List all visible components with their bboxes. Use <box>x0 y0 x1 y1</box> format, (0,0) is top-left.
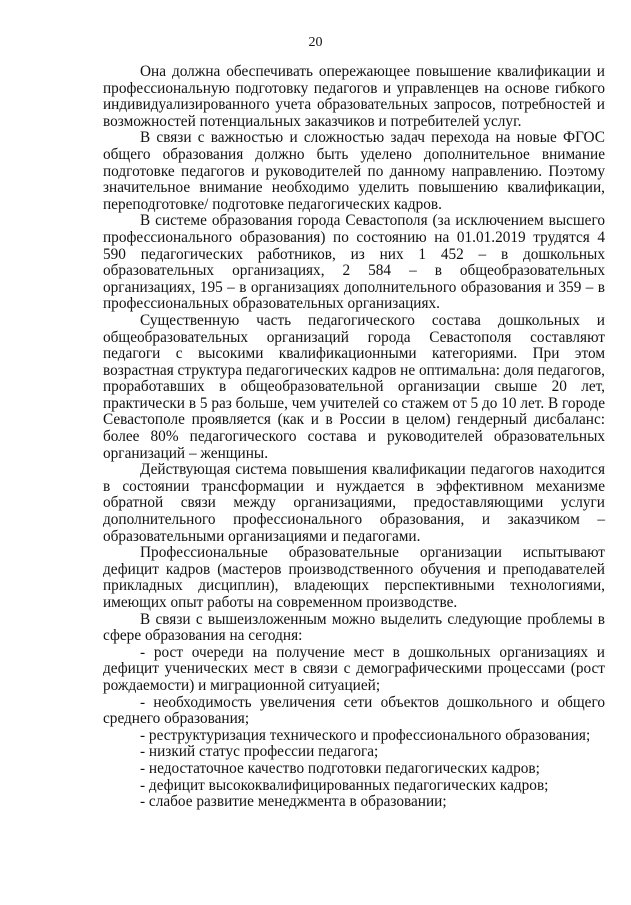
paragraph: В связи с вышеизложенным можно выделить следующие проблемы в сфере образования на сегодня: <box>103 610 605 645</box>
problem-list-item: - слабое развитие менеджмента в образовании; <box>140 793 447 811</box>
problem-list-item: - рост очереди на получение мест в дошкольных организациях и дефицит ученических мест в связи с демографическими процессами (рост рождаемости) и миграционной ситуацией; <box>103 643 605 694</box>
problem-list-item: - дефицит высококвалифицированных педагогических кадров; <box>140 776 549 794</box>
problem-list-item: - недостаточное качество подготовки педагогических кадров; <box>140 759 540 777</box>
problem-list-item: - реструктуризация технического и профессионального образования; <box>140 726 591 744</box>
page-number: 20 <box>308 35 323 50</box>
paragraph: В связи с важностью и сложностью задач перехода на новые ФГОС общего образования должно быть уделено дополнительное внимание подготовке педагогов и руководителей по данному направлению. Поэтому значительное внимание необходимо уделить повышению квалификации, переподготовке/ подготовке педагогических кадров. <box>103 129 605 213</box>
problem-list-item: - низкий статус профессии педагога; <box>140 743 379 761</box>
document-body <box>103 64 605 811</box>
paragraph: Существенную часть педагогического состава дошкольных и общеобразовательных организаций города Севастополя составляют педагоги с высокими квалификационными категориями. При этом возрастная структура педагогических кадров не оптимальна: доля педагогов, проработавших в общеобразовательной организации свыше 20 лет, практически в 5 раз больше, чем учителей со стажем от 5 до 10 лет. В городе Севастополе проявляется (как и в России в целом) гендерный дисбаланс: более 80% педагогического состава и руководителей образовательных организаций – женщины. <box>103 311 606 462</box>
problem-list-item: - необходимость увеличения сети объектов дошкольного и общего среднего образования; <box>103 693 605 728</box>
paragraph: Действующая система повышения квалификации педагогов находится в состоянии трансформации и нуждается в эффективном механизме обратной связи между организациями, предоставляющими услуги дополнительного профессионального образования, и заказчиком – образовательными организациями и педагогами. <box>103 461 605 545</box>
paragraph: В системе образования города Севастополя (за исключением высшего профессионального образования) по состоянию на 01.01.2019 трудятся 4 590 педагогических работников, из них 1 452 – в дошкольных образовательных организациях, 2 584 – в общеобразовательных организациях, 195 – в организациях дополнительного образования и 359 – в профессиональных образовательных организациях. <box>103 212 605 313</box>
paragraph: Профессиональные образовательные организации испытывают дефицит кадров (мастеров производственного обучения и преподавателей прикладных дисциплин), владеющих перспективными технологиями, имеющих опыт работы на современном производстве. <box>103 544 605 611</box>
paragraph: Она должна обеспечивать опережающее повышение квалификации и профессиональную подготовку педагогов и управленцев на основе гибкого индивидуализированного учета образовательных запросов, потребностей и возможностей потенциальных заказчиков и потребителей услуг. <box>103 63 605 130</box>
